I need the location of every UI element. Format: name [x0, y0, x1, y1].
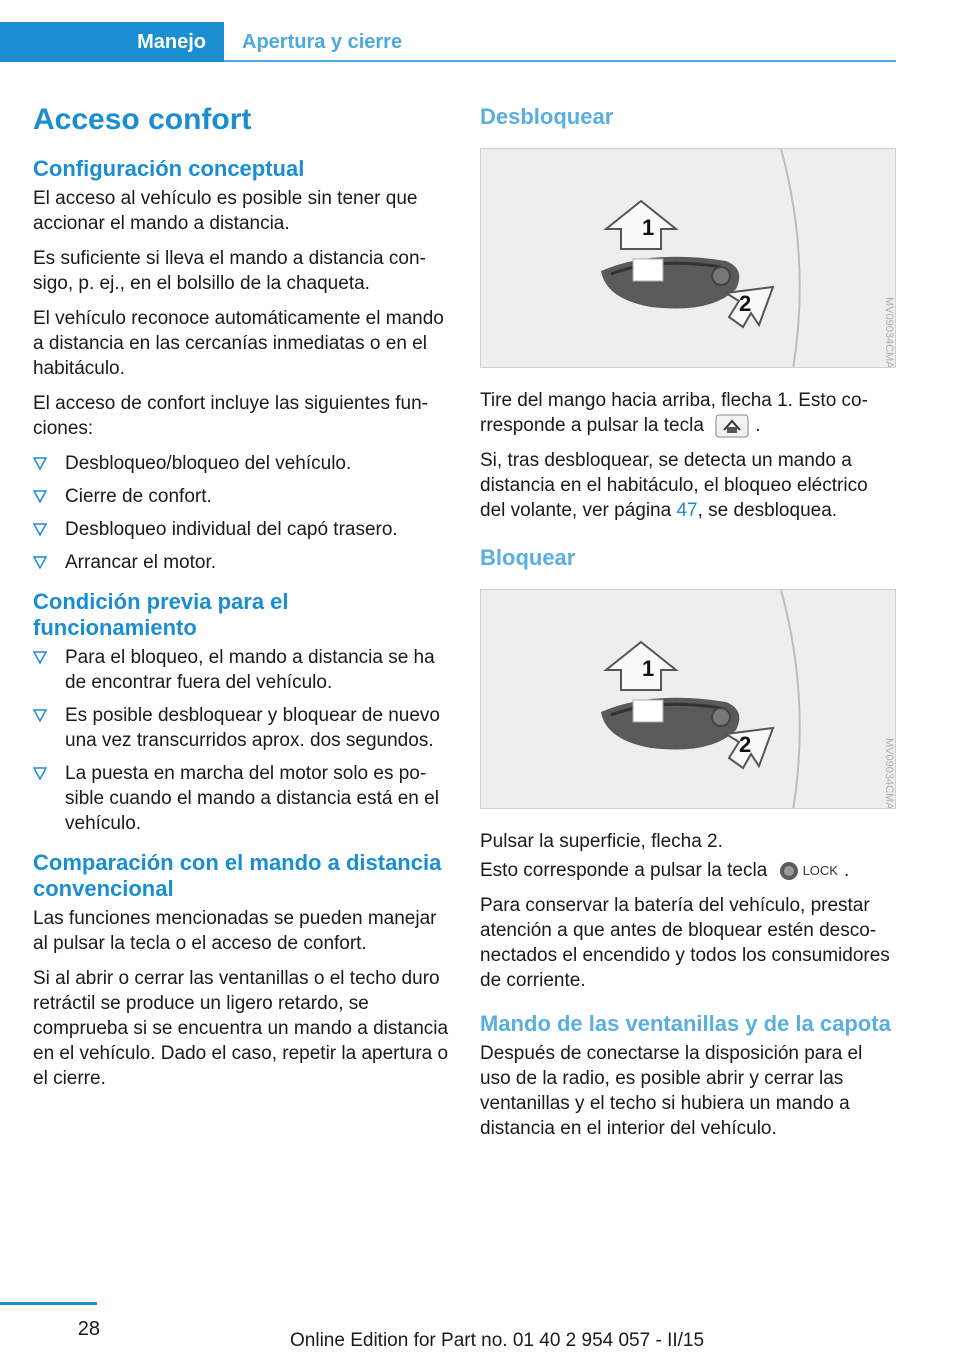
tab-apertura-y-cierre[interactable]: Apertura y cierre	[242, 31, 403, 53]
arrow-label-2: 2	[739, 732, 752, 757]
section-heading-ventanillas: Mando de las ventanillas y de la capota	[480, 1011, 891, 1037]
page-reference-link[interactable]: 47	[676, 500, 698, 521]
arrow-label-2: 2	[739, 291, 752, 316]
figure-code	[883, 297, 895, 313]
paragraph: El acceso al vehículo es posible sin tener que accionar el mando a distancia.	[33, 188, 418, 234]
paragraph: Esto corresponde a pulsar la tecla LOCK .	[480, 858, 896, 883]
right-column	[480, 100, 896, 1151]
footer-edition: Online Edition for Part no. 01 40 2 954 057 - II/15	[290, 1330, 705, 1351]
bullet-triangle-icon	[33, 522, 47, 536]
paragraph: Tire del mango hacia arriba, flecha 1. Esto corresponde a pulsar la tecla .	[480, 390, 868, 436]
door-handle-illustration	[481, 590, 896, 809]
tab-manejo[interactable]: Manejo	[0, 22, 224, 62]
bullet-triangle-icon	[33, 555, 47, 569]
paragraph: Es suficiente si lleva el mando a distancia consigo, p. ej., en el bolsillo de la chaqueta.	[33, 248, 426, 294]
paragraph: Después de conectarse la disposición para el uso de la radio, es posible abrir y cerrar las ventanillas y el techo si hubiera un mando a distancia en el interior del vehículo.	[480, 1043, 863, 1140]
arrow-label-1: 1	[642, 656, 655, 681]
paragraph: Si, tras desbloquear, se detecta un mando a distancia en el habitáculo, el bloqueo eléctrico del volante, ver página 47, se desbloquea.	[480, 450, 868, 521]
page-number: 28	[77, 1318, 100, 1340]
paragraph: El vehículo reconoce automáticamente el mando a distancia en las cercanías inmediatas o en el habitáculo.	[33, 308, 444, 379]
door-handle-illustration	[481, 149, 896, 368]
figure-code	[883, 738, 895, 754]
bullet-triangle-icon	[33, 456, 47, 470]
section-heading-desbloquear: Desbloquear	[480, 104, 614, 129]
figure-door-handle-unlock	[480, 148, 896, 368]
function-list	[33, 451, 449, 575]
condition-list	[33, 645, 449, 836]
section-heading-bloquear: Bloquear	[480, 545, 576, 570]
paragraph: El acceso de confort incluye las siguientes funciones:	[33, 393, 428, 439]
list-item: Cierre de confort.	[33, 484, 449, 509]
bullet-triangle-icon	[33, 766, 47, 780]
paragraph: Las funciones mencionadas se pueden manejar al pulsar la tecla o el acceso de confort.	[33, 908, 437, 954]
section-heading-configuracion: Configuración conceptual	[33, 156, 305, 181]
figure-door-handle-lock	[480, 589, 896, 809]
section-heading-condicion: Condición previa para el funcionamiento	[33, 589, 289, 640]
list-item: La puesta en marcha del motor solo es posible cuando el mando a distancia está en el vehículo.	[33, 761, 449, 836]
list-item: Desbloqueo/bloqueo del vehículo.	[33, 451, 449, 476]
header-divider	[224, 60, 896, 62]
list-item: Para el bloqueo, el mando a distancia se ha de encontrar fuera del vehículo.	[33, 645, 449, 695]
left-column	[33, 100, 449, 1101]
paragraph: Para conservar la batería del vehículo, prestar atención a que antes de bloquear estén desconectados el encendido y todos los consumidores de corriente.	[480, 895, 890, 992]
arrow-label-1: 1	[642, 215, 655, 240]
page-title: Acceso confort	[33, 103, 252, 136]
unlock-key-icon	[715, 414, 749, 438]
list-item: Desbloqueo individual del capó trasero.	[33, 517, 449, 542]
bullet-triangle-icon	[33, 650, 47, 664]
bullet-triangle-icon	[33, 489, 47, 503]
footer-divider	[0, 1302, 97, 1305]
lock-key-icon: LOCK	[779, 858, 838, 883]
header-bar	[0, 0, 960, 62]
bullet-triangle-icon	[33, 708, 47, 722]
list-item: Es posible desbloquear y bloquear de nuevo una vez transcurridos aprox. dos segundos.	[33, 703, 449, 753]
paragraph: Si al abrir o cerrar las ventanillas o el techo duro retráctil se produce un ligero retardo, se comprueba si se encuentra un mando a distancia en el vehículo. Dado el caso, repetir la apertura o el cierre.	[33, 968, 449, 1089]
section-heading-comparacion: Comparación con el mando a distancia convencional	[33, 850, 442, 901]
paragraph: Pulsar la superficie, flecha 2.	[480, 831, 723, 852]
list-item: Arrancar el motor.	[33, 550, 449, 575]
